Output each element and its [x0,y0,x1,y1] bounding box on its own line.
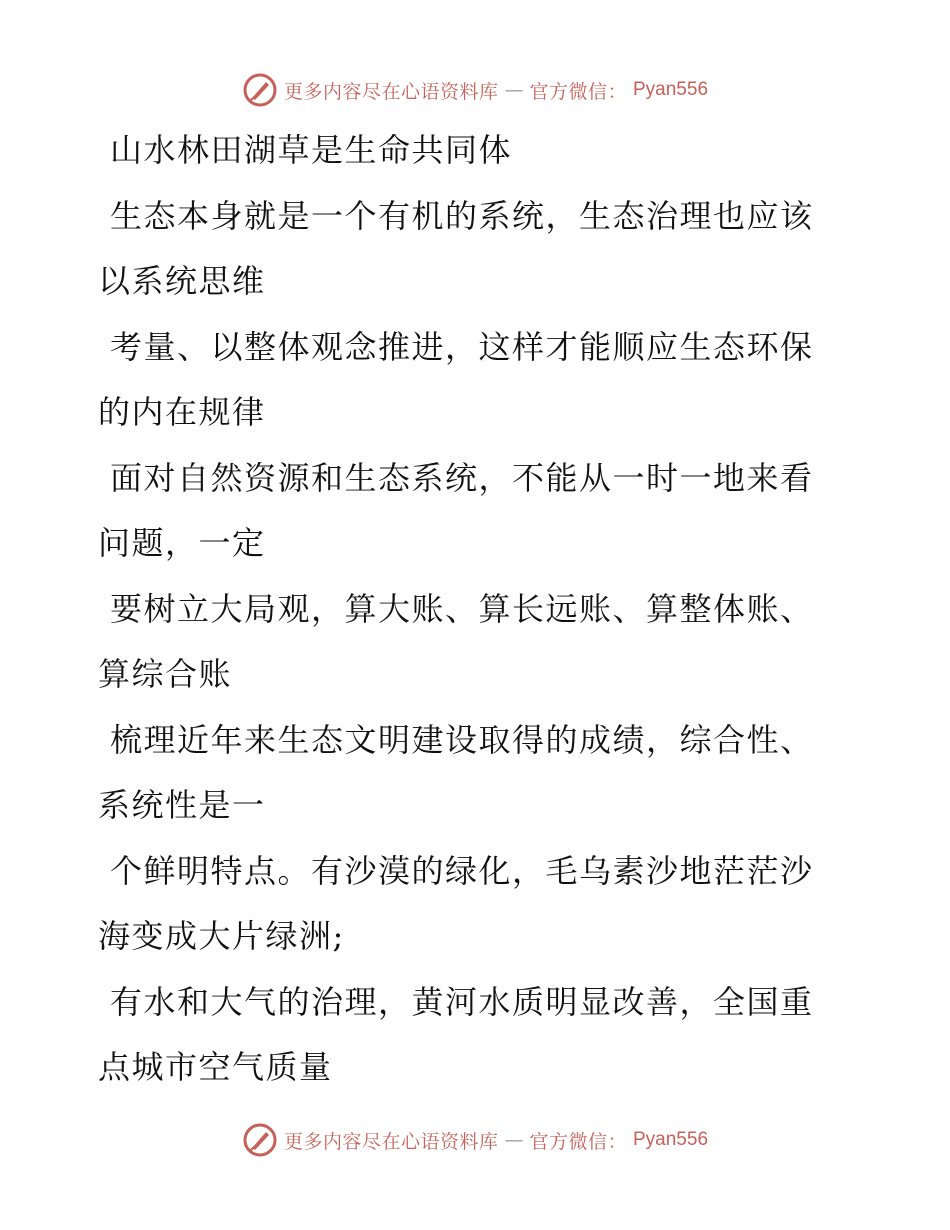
paragraph-2: 生态本身就是一个有机的系统，生态治理也应该以系统思维 [98,197,814,300]
paragraph-3: 考量、以整体观念推进，这样才能顺应生态环保的内在规律 [98,328,814,431]
watermark-separator: — [504,1129,524,1151]
header-watermark [0,70,950,110]
footer-watermark [0,1120,950,1160]
paragraph-5: 要树立大局观，算大账、算长远账、算整体账、算综合账 [98,590,814,693]
document-body [98,118,838,1100]
quill-logo-icon [242,1122,278,1158]
watermark-wechat-label: 官方微信： [529,1130,627,1153]
watermark-text: 更多内容尽在心语资料库 [283,1130,499,1153]
watermark-separator: — [504,79,524,101]
watermark-text: 更多内容尽在心语资料库 [283,80,499,103]
paragraph-6: 梳理近年来生态文明建设取得的成绩，综合性、系统性是一 [98,721,814,824]
watermark-handle: Pyan556 [633,79,709,100]
quill-logo-icon [242,72,278,108]
paragraph-1: 山水林田湖草是生命共同体 [110,131,513,169]
watermark-wechat-label: 官方微信： [529,80,627,103]
paragraph-4: 面对自然资源和生态系统，不能从一时一地来看问题，一定 [98,459,814,562]
watermark-handle: Pyan556 [633,1129,709,1150]
paragraph-8: 有水和大气的治理，黄河水质明显改善，全国重点城市空气质量 [98,983,814,1086]
paragraph-7: 个鲜明特点。有沙漠的绿化，毛乌素沙地茫茫沙海变成大片绿洲; [98,852,814,955]
